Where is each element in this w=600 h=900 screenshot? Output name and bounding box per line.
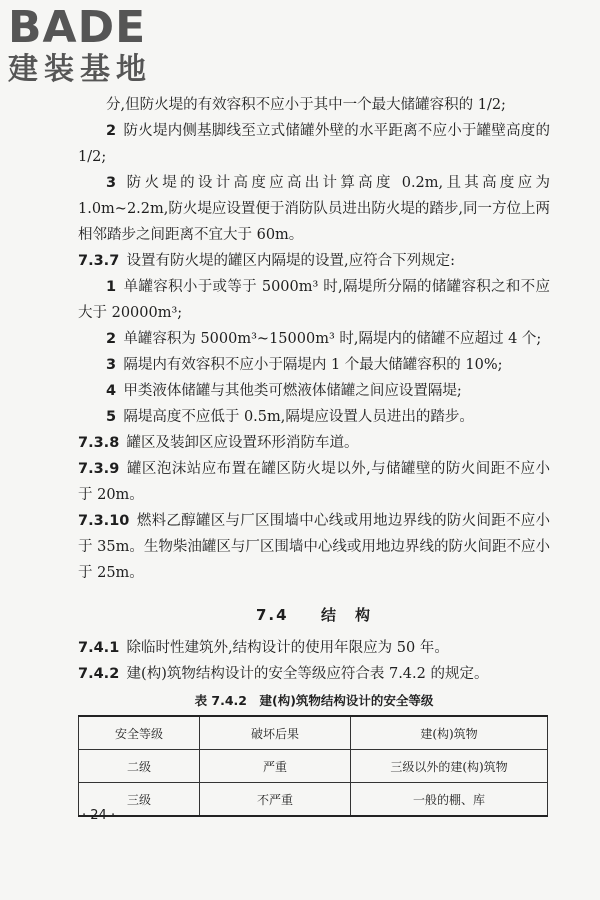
- clause-paragraph: [78, 404, 550, 430]
- table-cell: 三级以外的建(构)筑物: [351, 750, 548, 783]
- clauses-7-4: [78, 635, 550, 687]
- clause-paragraph: [78, 326, 550, 352]
- clause-paragraph: [78, 248, 550, 274]
- clause-number: 2: [106, 331, 117, 347]
- clause-paragraph: [78, 661, 550, 687]
- clause-number: 3: [106, 357, 117, 373]
- clause-paragraph: [78, 118, 550, 170]
- clause-number: 7.3.8: [78, 435, 120, 451]
- clause-text: 设置有防火堤的罐区内隔堤的设置,应符合下列规定:: [126, 253, 456, 269]
- clause-text: 分,但防火堤的有效容积不应小于其中一个最大储罐容积的 1/2;: [106, 97, 506, 113]
- clause-text: 隔堤内有效容积不应小于隔堤内 1 个最大储罐容积的 10%;: [123, 357, 503, 373]
- table-cell: 三级: [79, 783, 200, 817]
- clause-paragraph: [78, 352, 550, 378]
- clause-text: 隔堤高度不应低于 0.5m,隔堤应设置人员进出的踏步。: [123, 409, 474, 425]
- clause-text: 罐区及装卸区应设置环形消防车道。: [126, 435, 359, 451]
- clause-paragraph: [78, 430, 550, 456]
- clauses-7-3: [78, 92, 550, 586]
- safety-grade-table: [78, 715, 548, 817]
- clause-number: 3: [106, 175, 117, 191]
- clause-text: 燃料乙醇罐区与厂区围墙中心线或用地边界线的防火间距不应小于 35m。生物柴油罐区与厂区围墙中心线或用地边界线的防火间距不应小于 25m。: [78, 513, 550, 581]
- table-row: [79, 750, 548, 783]
- table-cell: 一般的棚、库: [351, 783, 548, 817]
- clause-paragraph: [78, 635, 550, 661]
- clause-number: 4: [106, 383, 117, 399]
- clause-number: 7.3.9: [78, 461, 120, 477]
- clause-paragraph: [78, 508, 550, 586]
- section-heading: [78, 604, 550, 625]
- clause-text: 防火堤内侧基脚线至立式储罐外壁的水平距离不应小于罐壁高度的 1/2;: [78, 123, 550, 165]
- clause-number: 7.3.7: [78, 253, 120, 269]
- page-number: · 24 ·: [82, 808, 116, 823]
- clause-number: 5: [106, 409, 117, 425]
- table-cell: 严重: [200, 750, 351, 783]
- table-cell: 不严重: [200, 783, 351, 817]
- clause-paragraph: [78, 456, 550, 508]
- table-caption: 表 7.4.2 建(构)筑物结构设计的安全等级: [194, 693, 434, 708]
- clause-number: 1: [106, 279, 117, 295]
- clause-paragraph: [78, 274, 550, 326]
- table-header-cell: 安全等级: [79, 716, 200, 750]
- document-body: [78, 92, 550, 817]
- section-title: 结 构: [321, 606, 373, 624]
- table-cell: 二级: [79, 750, 200, 783]
- clause-text: 罐区泡沫站应布置在罐区防火堤以外,与储罐壁的防火间距不应小于 20m。: [78, 461, 550, 503]
- clause-text: 甲类液体储罐与其他类可燃液体储罐之间应设置隔堤;: [123, 383, 462, 399]
- clause-text: 除临时性建筑外,结构设计的使用年限应为 50 年。: [126, 640, 449, 656]
- clause-paragraph: [78, 170, 550, 248]
- table-row: [79, 783, 548, 817]
- clause-number: 2: [106, 123, 117, 139]
- clause-paragraph: [78, 92, 550, 118]
- logo-chinese: 建装基地: [8, 52, 152, 87]
- clause-number: 7.3.10: [78, 513, 130, 529]
- table-header-cell: 破坏后果: [200, 716, 351, 750]
- clause-text: 单罐容积小于或等于 5000m³ 时,隔堤所分隔的储罐容积之和不应大于 20000m³;: [78, 279, 550, 321]
- table-header-row: [79, 716, 548, 750]
- clause-paragraph: [78, 378, 550, 404]
- clause-text: 防火堤的设计高度应高出计算高度 0.2m,且其高度应为 1.0m~2.2m,防火堤应设置便于消防队员进出防火堤的踏步,同一方位上两相邻踏步之间距离不宜大于 60m。: [78, 175, 550, 243]
- clause-text: 建(构)筑物结构设计的安全等级应符合表 7.4.2 的规定。: [126, 666, 489, 682]
- table-header-cell: 建(构)筑物: [351, 716, 548, 750]
- clause-number: 7.4.1: [78, 640, 120, 656]
- clause-text: 单罐容积为 5000m³~15000m³ 时,隔堤内的储罐不应超过 4 个;: [123, 331, 542, 347]
- logo-english: BADE: [8, 2, 147, 53]
- section-number: 7.4: [255, 606, 289, 624]
- clause-number: 7.4.2: [78, 666, 120, 682]
- bade-logo: [8, 2, 178, 88]
